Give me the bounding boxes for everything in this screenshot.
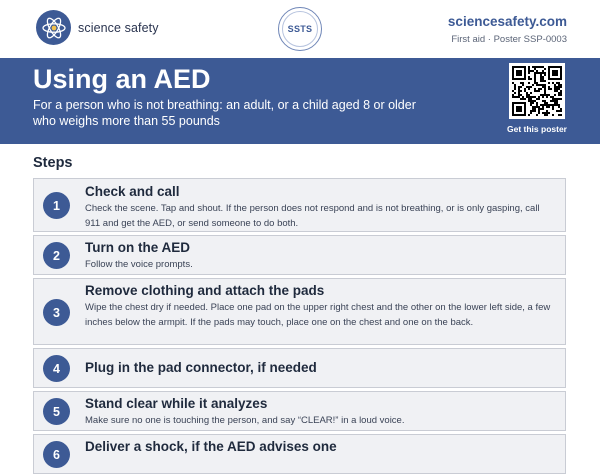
brand-logo[interactable] [36,10,159,45]
top-bar [0,0,600,58]
seal-text: SSTS [287,24,313,34]
step-title: Check and call [85,184,180,199]
atom-icon [36,10,71,45]
site-link[interactable]: sciencesafety.com [447,14,567,29]
brand-name: science safety [78,20,159,35]
step-number-badge: 5 [43,398,70,425]
step-text: Wipe the chest dry if needed. Place one pad on the upper right chest and the other on the lower left side, a few inches below the armpit. If the pads may touch, place one on the chest and one on the back. [85,302,551,328]
step-title: Remove clothing and attach the pads [85,283,325,298]
steps-heading: Steps [33,155,73,171]
step-card-1 [33,178,566,232]
step-text: Follow the voice prompts. [85,259,193,270]
step-card-6 [33,434,566,474]
doc-id: First aid · Poster SSP-0003 [451,34,567,45]
page-subtitle: For a person who is not breathing: an adult, or a child aged 8 or older who weighs more than 55 pounds [33,98,416,128]
ssts-seal [278,7,322,51]
step-title: Plug in the pad connector, if needed [85,360,317,375]
qr-label: Get this poster [507,124,567,134]
step-number-badge: 1 [43,192,70,219]
step-title: Stand clear while it analyzes [85,396,268,411]
qr-code-icon[interactable] [509,63,565,119]
step-card-5 [33,391,566,431]
step-card-2 [33,235,566,275]
step-number-badge: 3 [43,299,70,326]
step-card-4 [33,348,566,388]
step-title: Turn on the AED [85,240,190,255]
page-title: Using an AED [33,64,211,94]
step-text: Make sure no one is touching the person, and say “CLEAR!” in a loud voice. [85,415,405,426]
step-title: Deliver a shock, if the AED advises one [85,439,337,454]
step-text: Check the scene. Tap and shout. If the person does not respond and is not breathing, or is only gasping, call 911 and get the AED, or send someone to do both. [85,203,540,229]
step-number-badge: 2 [43,242,70,269]
step-number-badge: 6 [43,441,70,468]
step-card-3 [33,278,566,345]
seal-ring [282,11,318,47]
step-number-badge: 4 [43,355,70,382]
